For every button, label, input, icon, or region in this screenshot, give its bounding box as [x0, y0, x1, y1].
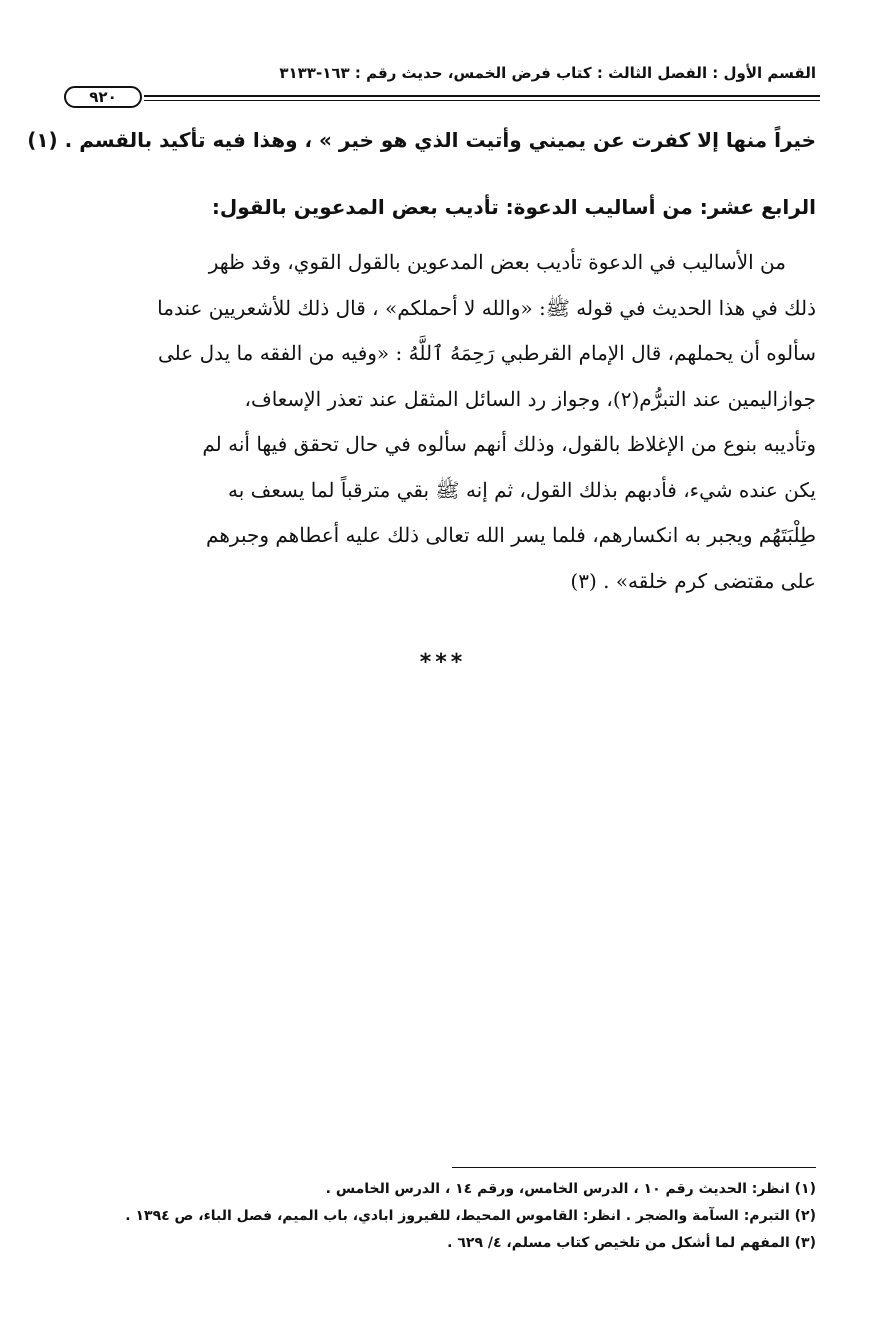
body-line: يكن عنده شيء، فأدبهم بذلك القول، ثم إنه ﷺ بقي مترقباً لما يسعف به [228, 477, 816, 502]
section-heading: الرابع عشر: من أساليب الدعوة: تأديب بعض المدعوين بالقول: [211, 195, 816, 219]
footnote-1: (١) انظر: الحديث رقم ١٠ ، الدرس الخامس، ورقم ١٤ ، الدرس الخامس . [325, 1181, 816, 1197]
footnote-divider [452, 1167, 816, 1168]
footnotes [64, 1176, 816, 1257]
page-number: ٩٢٠ [64, 86, 142, 108]
footnote-3: (٣) المفهم لما أشكل من تلخيص كتاب مسلم، ٤/ ٦٢٩ . [447, 1235, 816, 1251]
body-line: طِلْبَتَهُم ويجبر به انكسارهم، فلما يسر الله تعالى ذلك عليه أعطاهم وجبرهم [206, 523, 816, 547]
footnote-2: (٢) التبرم: السآمة والضجر . انظر: القاموس المحيط، للفيروز ابادي، باب الميم، فصل الباء، ص ١٣٩٤ . [125, 1208, 816, 1224]
body-line: من الأساليب في الدعوة تأديب بعض المدعوين بالقول القوي، وقد ظهر [208, 250, 786, 274]
continued-text-line: خيراً منها إلا كفرت عن يميني وأتيت الذي هو خير » ، وهذا فيه تأكيد بالقسم . (١) [27, 128, 816, 152]
body-line: ذلك في هذا الحديث في قوله ﷺ: «والله لا أحملكم» ، قال ذلك للأشعريين عندما [157, 295, 816, 320]
body-line: سألوه أن يحملهم، قال الإمام القرطبي رَحِمَهُ ٱللَّهُ : «وفيه من الفقه ما يدل على [158, 341, 816, 365]
running-header-title: القسم الأول : الفصل الثالث : كتاب فرض الخمس، حديث رقم : ١٦٣-٣١٣٣ [279, 64, 816, 82]
header-rule [64, 86, 820, 110]
section-separator: *** [419, 650, 467, 675]
header-double-rule [144, 95, 820, 101]
body-paragraph [64, 240, 816, 604]
body-line: على مقتضى كرم خلقه» . (٣) [570, 568, 816, 593]
body-line: وتأديبه بنوع من الإغلاظ بالقول، وذلك أنهم سألوه في حال تحقق فيها أنه لم [202, 432, 816, 456]
body-line: جوازاليمين عند التبرُّم(٢)، وجواز رد السائل المثقل عند تعذر الإسعاف، [244, 386, 816, 411]
